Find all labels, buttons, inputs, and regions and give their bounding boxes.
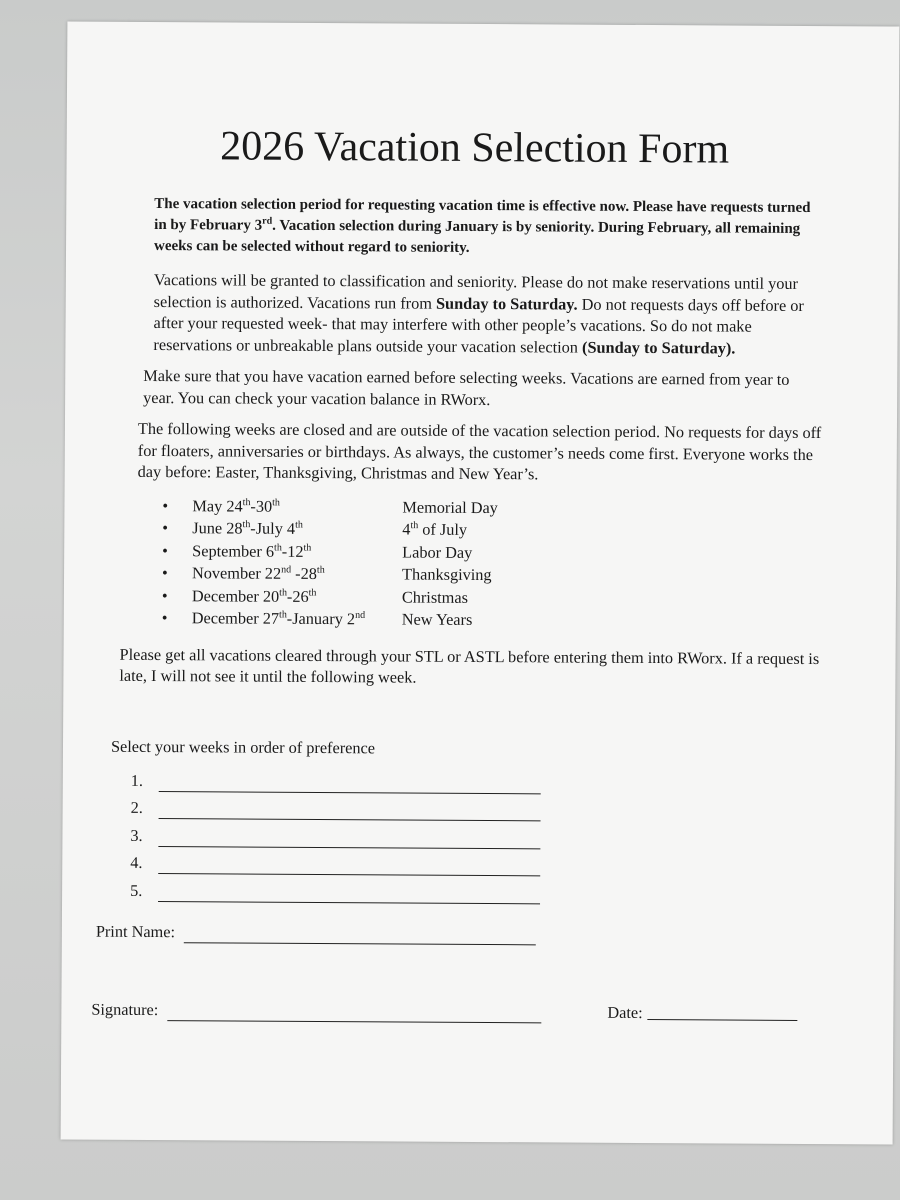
closed-week-item: [162, 607, 822, 634]
print-name-blank-line[interactable]: [184, 942, 536, 945]
preference-row: [131, 798, 821, 830]
preference-row: [130, 880, 820, 912]
closed-weeks-paragraph: The following weeks are closed and are outside of the vacation selection period. No requests for days off for floaters, anniversaries or birthdays. As always, the customer’s needs come first. Everyone works the day before: Easter, Thanksgiving, Christmas and New Year’s.: [137, 418, 822, 484]
closed-week-dates: • May 24th-30th: [192, 495, 280, 516]
closed-week-holiday: New Years: [401, 609, 473, 629]
preference-number: 4.: [130, 852, 143, 872]
select-weeks-label: Select your weeks in order of preference: [110, 736, 376, 757]
closed-week-dates: • June 28th-July 4th: [192, 518, 303, 538]
signature-section: [91, 922, 812, 1056]
preference-number: 2.: [130, 797, 143, 817]
intro-paragraph: The vacation selection period for requesting vacation time is effective now. Please have requests turned in by February 3rd. Vacation selection during January is by seniority. During February, all remaining weeks can be selected without regard to seniority.: [154, 196, 811, 256]
closed-week-dates: • December 27th-January 2nd: [191, 608, 366, 629]
print-name-label: Print Name:: [95, 921, 176, 942]
closed-week-dates: • December 20th-26th: [191, 585, 317, 606]
closed-weeks-list: [162, 495, 823, 634]
paper-sheet: [61, 21, 900, 1144]
signature-blank-line[interactable]: [167, 1020, 541, 1023]
closed-week-holiday: Memorial Day: [402, 497, 498, 517]
form-body: [110, 122, 825, 912]
closed-week-holiday: 4th of July: [402, 519, 468, 539]
preference-row: [130, 825, 820, 857]
date-blank-line[interactable]: [647, 1019, 797, 1021]
preference-number: 5.: [130, 880, 143, 900]
preference-number: 1.: [130, 770, 144, 790]
closed-week-holiday: Thanksgiving: [401, 564, 492, 585]
preference-blank-line[interactable]: [158, 846, 540, 849]
preference-blank-line[interactable]: [158, 901, 540, 904]
policy-paragraph: Vacations will be granted to classification and seniority. Please do not make reservations until your selection is authorized. Vacations run from Sunday to Saturday. Do not requests days off before or after your requested week- that may interfere with other people’s vacations. So do not make reservations or unbreakable plans outside your vacation selection (Sunday to Saturday).: [153, 270, 804, 358]
preference-blank-line[interactable]: [158, 873, 540, 876]
closed-week-dates: • November 22nd -28th: [191, 563, 325, 584]
closed-week-holiday: Christmas: [401, 587, 469, 607]
closed-week-dates: • September 6th-12th: [192, 540, 312, 561]
closed-week-holiday: Labor Day: [402, 542, 473, 562]
date-label: Date:: [607, 1002, 643, 1023]
preference-list: [130, 770, 821, 912]
closing-paragraph: Please get all vacations cleared through your STL or ASTL before entering them into RWorx. If a request is late, I will not see it until the following week.: [119, 644, 820, 687]
preference-row: [130, 853, 820, 885]
preference-blank-line[interactable]: [159, 818, 541, 821]
earned-paragraph: Make sure that you have vacation earned before selecting weeks. Vacations are earned from year to year. You can check your vacation balance in RWorx.: [143, 365, 790, 409]
form-title: 2026 Vacation Selection Form: [220, 123, 730, 173]
preference-number: 3.: [130, 825, 143, 845]
signature-label: Signature:: [91, 999, 159, 1020]
preference-row: [131, 770, 821, 802]
preference-blank-line[interactable]: [159, 791, 541, 794]
